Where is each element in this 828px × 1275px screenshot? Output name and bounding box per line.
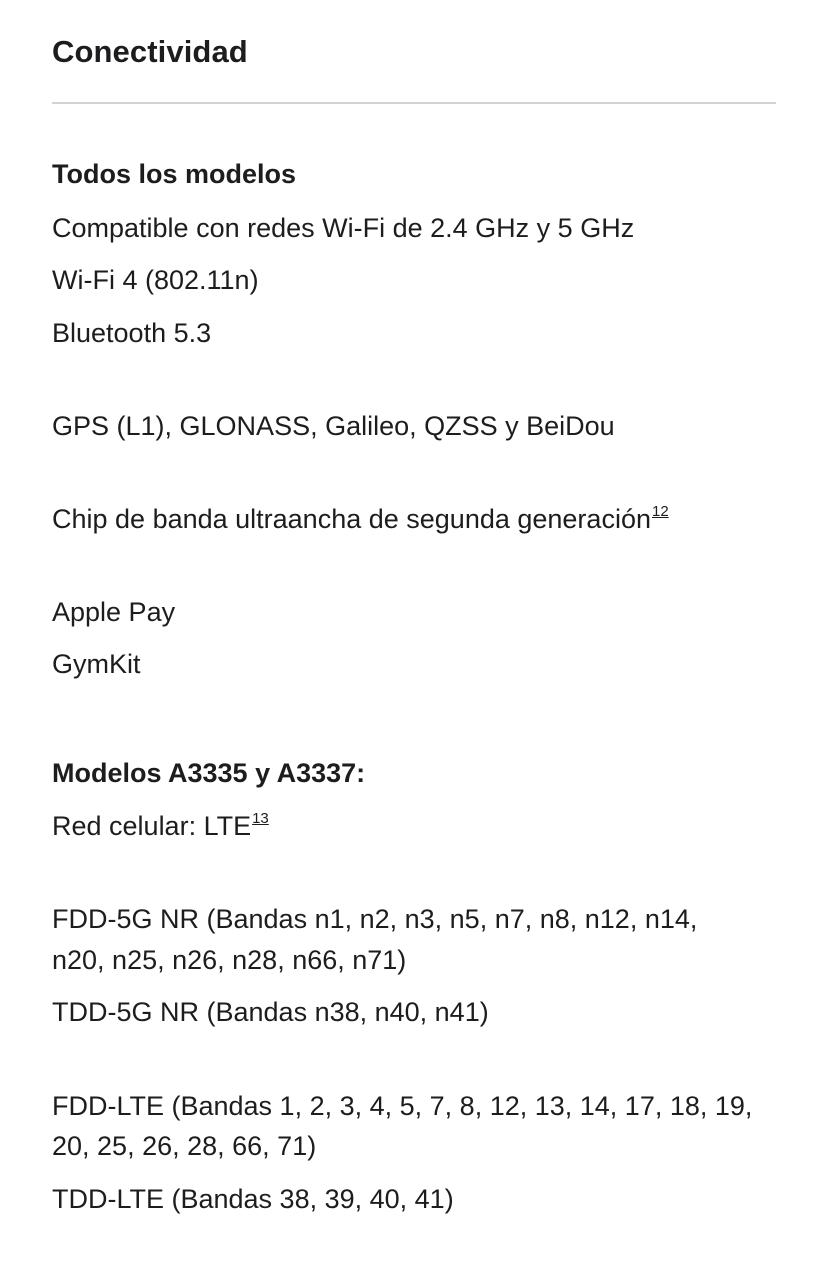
- cellular-models-heading: Modelos A3335 y A3337:: [52, 758, 366, 788]
- uwb-chip-row: [52, 499, 669, 539]
- tdd-5g-bands: TDD-5G NR (Bandas n38, n40, n41): [52, 997, 489, 1027]
- fdd-5g-bands-line2: n20, n25, n26, n28, n66, n71): [52, 945, 407, 975]
- cellular-network-text: Red celular: LTE: [52, 811, 252, 841]
- gymkit-text: GymKit: [52, 649, 141, 679]
- fdd-lte-bands-line1: FDD-LTE (Bandas 1, 2, 3, 4, 5, 7, 8, 12, 13, 14, 17, 18, 19,: [52, 1091, 753, 1121]
- wifi-standard-text: Wi-Fi 4 (802.11n): [52, 265, 259, 295]
- all-models-heading: Todos los modelos: [52, 159, 297, 189]
- uwb-chip-text: Chip de banda ultraancha de segunda generación: [52, 504, 651, 534]
- fdd-5g-bands-line1: FDD-5G NR (Bandas n1, n2, n3, n5, n7, n8, n12, n14,: [52, 904, 698, 934]
- wifi-compat-text: Compatible con redes Wi-Fi de 2.4 GHz y 5 GHz: [52, 213, 635, 243]
- footnote-13-link[interactable]: 13: [252, 810, 269, 827]
- gnss-text: GPS (L1), GLONASS, Galileo, QZSS y BeiDou: [52, 411, 615, 441]
- section-divider: [52, 102, 776, 104]
- cellular-network-row: [52, 806, 269, 846]
- apple-pay-text: Apple Pay: [52, 597, 176, 627]
- bluetooth-text: Bluetooth 5.3: [52, 318, 212, 348]
- fdd-lte-bands-line2: 20, 25, 26, 28, 66, 71): [52, 1131, 317, 1161]
- section-title: Conectividad: [52, 34, 248, 69]
- tdd-lte-bands: TDD-LTE (Bandas 38, 39, 40, 41): [52, 1184, 454, 1214]
- footnote-12-link[interactable]: 12: [651, 503, 669, 520]
